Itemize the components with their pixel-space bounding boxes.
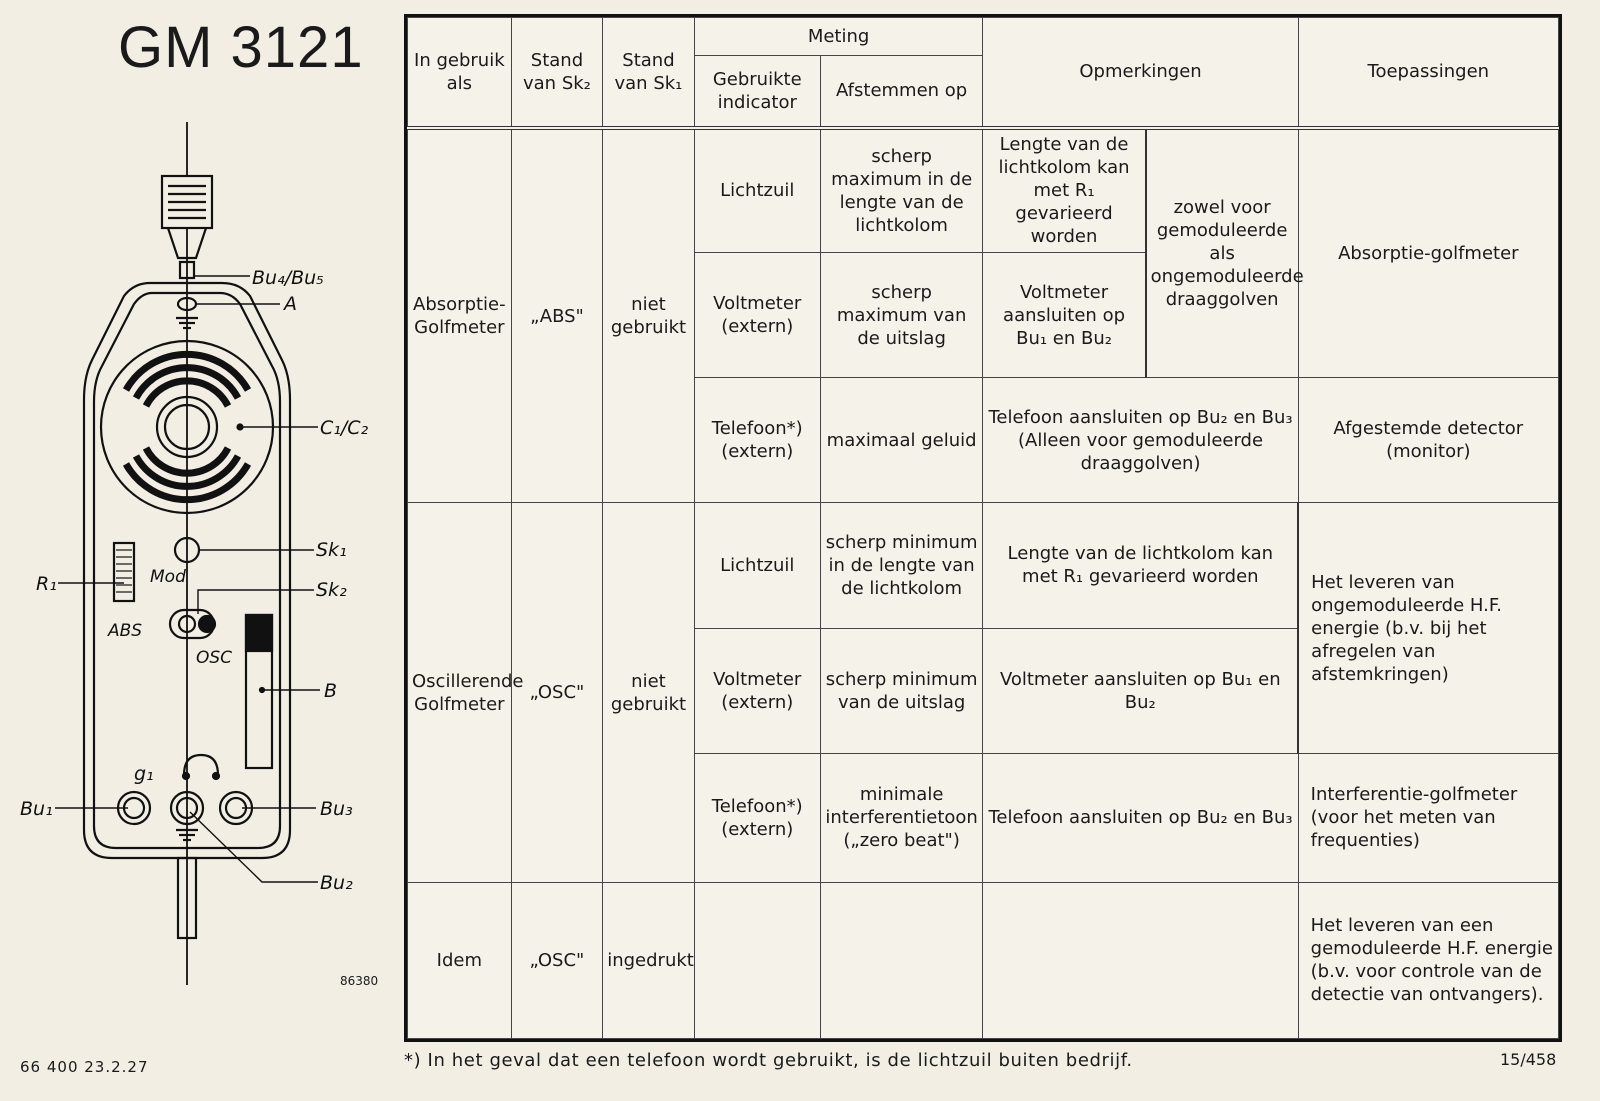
table-row <box>408 503 1559 628</box>
abs-r1-tune: scherp maximum in de lengte van de lichtkolom <box>820 128 983 253</box>
abs-app2: Afgestemde detector (monitor) <box>1298 378 1558 503</box>
idem-sk1: ingedrukt <box>603 882 695 1038</box>
device-drawing <box>0 110 400 990</box>
osc-r2-indicator: Voltmeter (extern) <box>694 628 820 753</box>
idem-indicator-empty <box>694 882 820 1038</box>
osc-r1-tune: scherp minimum in de lengte van de lichtkolom <box>820 503 983 628</box>
abs-r3-remark: Telefoon aansluiten op Bu₂ en Bu₃ (Alleen voor gemoduleerde draaggolven) <box>983 378 1298 503</box>
label-mod: Mod <box>150 567 186 587</box>
osc-sk1: niet gebruikt <box>603 503 695 883</box>
idem-remark-empty <box>983 882 1298 1038</box>
label-sk2: Sk₂ <box>316 579 347 601</box>
table-row <box>408 128 1559 253</box>
label-bu4-bu5: Bu₄/Bu₅ <box>252 267 324 289</box>
label-r1: R₁ <box>36 573 57 595</box>
usage-table <box>404 14 1562 1042</box>
label-b: B <box>324 680 338 702</box>
label-sk1: Sk₁ <box>316 539 347 561</box>
label-abs: ABS <box>108 621 143 641</box>
osc-use: Oscillerende Golfmeter <box>408 503 512 883</box>
idem-sk2: „OSC" <box>511 882 603 1038</box>
abs-r1-indicator: Lichtzuil <box>694 128 820 253</box>
osc-app1: Het leveren van ongemoduleerde H.F. energie (b.v. bij het afregelen van afstemkringen) <box>1298 503 1558 753</box>
osc-sk2: „OSC" <box>511 503 603 883</box>
osc-r3-indicator: Telefoon*) (extern) <box>694 753 820 882</box>
osc-r3-tune: minimale interferentietoon („zero beat") <box>820 753 983 882</box>
label-osc: OSC <box>196 648 233 668</box>
page-title: GM 3121 <box>118 15 364 80</box>
label-bu3: Bu₃ <box>320 798 353 820</box>
osc-r2-tune: scherp minimum van de uitslag <box>820 628 983 753</box>
label-bu1: Bu₁ <box>20 798 53 820</box>
header-stand-sk1: Stand van Sk₁ <box>603 18 695 128</box>
header-indicator: Gebruikte indicator <box>694 55 820 127</box>
header-afstemmen: Afstemmen op <box>820 55 983 127</box>
osc-r1-remark: Lengte van de lichtkolom kan met R₁ gevarieerd worden <box>983 503 1298 628</box>
abs-app1: Absorptie-golfmeter <box>1298 128 1558 378</box>
label-c1-c2: C₁/C₂ <box>320 417 369 439</box>
abs-r3-tune: maximaal geluid <box>820 378 983 503</box>
header-stand-sk2: Stand van Sk₂ <box>511 18 603 128</box>
label-g1: g₁ <box>134 763 154 785</box>
osc-r3-remark: Telefoon aansluiten op Bu₂ en Bu₃ <box>983 753 1298 882</box>
osc-app2: Interferentie-golfmeter (voor het meten van frequenties) <box>1298 753 1558 882</box>
header-toepassingen: Toepassingen <box>1298 18 1558 128</box>
footnote: *) In het geval dat een telefoon wordt gebruikt, is de lichtzuil buiten bedrijf. <box>404 1050 1133 1071</box>
idem-use: Idem <box>408 882 512 1038</box>
table-row <box>408 882 1559 1038</box>
abs-r2-tune: scherp maximum van de uitslag <box>820 252 983 377</box>
abs-sk2: „ABS" <box>511 128 603 503</box>
abs-r1-remark: Lengte van de lichtkolom kan met R₁ gevarieerd worden <box>983 128 1146 253</box>
abs-r2-remark: Voltmeter aansluiten op Bu₁ en Bu₂ <box>983 252 1146 377</box>
abs-use: Absorptie-Golfmeter <box>408 128 512 503</box>
osc-r1-indicator: Lichtzuil <box>694 503 820 628</box>
idem-tune-empty <box>820 882 983 1038</box>
drawing-code: 86380 <box>340 974 379 988</box>
osc-r2-remark: Voltmeter aansluiten op Bu₁ en Bu₂ <box>983 628 1298 753</box>
header-in-gebruik: In gebruik als <box>408 18 512 128</box>
abs-sk1: niet gebruikt <box>603 128 695 503</box>
abs-shared-remark: zowel voor gemoduleerde als ongemoduleerde draaggolven <box>1146 128 1299 378</box>
print-code: 66 400 23.2.27 <box>20 1058 149 1076</box>
header-opmerkingen: Opmerkingen <box>983 18 1298 128</box>
header-meting: Meting <box>694 18 983 56</box>
abs-r2-indicator: Voltmeter (extern) <box>694 252 820 377</box>
label-bu2: Bu₂ <box>320 872 353 894</box>
idem-app: Het leveren van een gemoduleerde H.F. energie (b.v. voor controle van de detectie van ontvangers). <box>1298 882 1558 1038</box>
abs-r3-indicator: Telefoon*) (extern) <box>694 378 820 503</box>
label-a: A <box>284 293 297 315</box>
page-number: 15/458 <box>1500 1050 1557 1069</box>
